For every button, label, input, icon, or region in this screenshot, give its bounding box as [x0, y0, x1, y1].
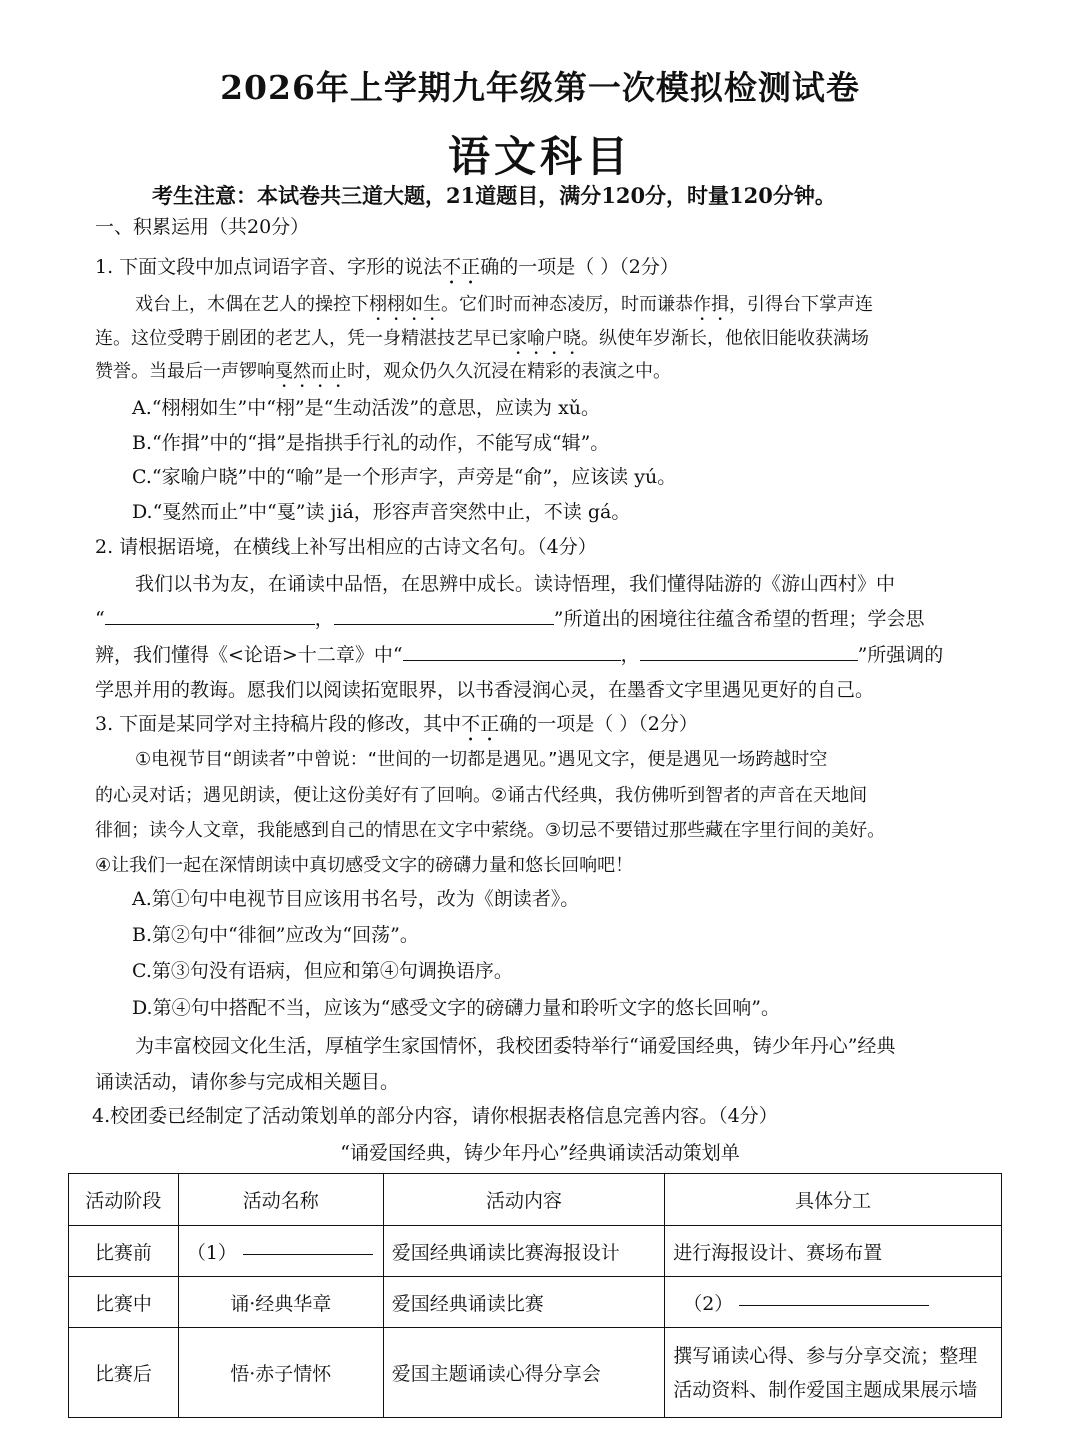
table-header-row: [69, 1174, 1002, 1226]
table-row: [69, 1226, 1002, 1277]
q3-option-a[interactable]: A.第①句中电视节目应该用书名号，改为《朗读者》。: [132, 888, 580, 910]
row-duty-cell: [665, 1328, 1002, 1418]
q3-option-c[interactable]: C.第③句没有语病，但应和第④句调换语序。: [132, 960, 513, 982]
q2-blank-4[interactable]: [640, 659, 858, 661]
row-content: 爱国主题诵读心得分享会: [383, 1328, 664, 1418]
activity-plan-table: [68, 1173, 1002, 1418]
q3-option-b[interactable]: B.第②句中“徘徊”应改为“回荡”。: [132, 924, 419, 946]
q2-line-3: 辨，我们懂得《<论语>十二章》中“ ， ”所强调的: [95, 644, 944, 666]
q3-passage-line-4: ④让我们一起在深情朗读中真切感受文字的磅礴力量和悠长回响吧！: [95, 855, 634, 876]
answer-blank-2[interactable]: [739, 1304, 929, 1306]
row-name-cell: [178, 1226, 383, 1277]
subject-title: 语文科目: [447, 132, 632, 181]
q2-blank-2[interactable]: [334, 623, 554, 625]
question-1-stem: 1. 下面文段中加点词语字音、字形的说法不正确的一项是（ ）（2分）: [95, 256, 679, 278]
q3-passage-line-1: ①电视节目“朗读者”中曾说：“世间的一切都是遇见。”遇见文字，便是遇见一场跨越时空: [135, 749, 828, 770]
row-stage: 比赛后: [69, 1328, 179, 1418]
row-duty-line-2: 活动资料、制作爱国主题成果展示墙: [673, 1378, 978, 1401]
q2-blank-1[interactable]: [105, 623, 315, 625]
row-duty-cell: [665, 1277, 1002, 1328]
row-duty: 进行海报设计、赛场布置: [665, 1226, 1002, 1277]
q1-passage-line-3: 赞誉。当最后一声锣响戛然而止时，观众仍久久沉浸在精彩的表演之中。: [95, 361, 671, 382]
row-name: 悟·赤子情怀: [178, 1328, 383, 1418]
plan-table-title: “诵爱国经典，铸少年丹心”经典诵读活动策划单: [340, 1142, 740, 1164]
q3-passage-line-2: 的心灵对话；遇见朗读，便让这份美好有了回响。②诵古代经典，我仿佛听到智者的声音在天地间: [95, 785, 868, 806]
table-row: [69, 1328, 1002, 1418]
header-content: 活动内容: [383, 1174, 664, 1226]
q1-passage-line-2: 连。这位受聘于剧团的老艺人，凭一身精湛技艺早已家喻户晓。纵使年岁渐长，他依旧能收获满场: [95, 328, 869, 349]
q1-option-c[interactable]: C.“家喻户晓”中的“喻”是一个形声字，声旁是“俞”，应该读 yú。: [132, 466, 677, 488]
q2-line-2: “ ， ”所道出的困境往往蕴含希望的哲理；学会思: [95, 608, 925, 630]
row-stage: 比赛前: [69, 1226, 179, 1277]
row-name: 诵·经典华章: [178, 1277, 383, 1328]
activity-intro-line-2: 诵读活动，请你参与完成相关题目。: [95, 1071, 400, 1093]
table-row: [69, 1277, 1002, 1328]
row-content: 爱国经典诵读比赛海报设计: [383, 1226, 664, 1277]
exam-title: 2026年上学期九年级第一次模拟检测试卷: [220, 68, 860, 107]
exam-notice: 考生注意：本试卷共三道大题，21道题目，满分120分，时量120分钟。: [152, 183, 836, 208]
q1-option-d[interactable]: D.“戛然而止”中“戛”读 jiá，形容声音突然中止，不读 gá。: [132, 501, 631, 523]
row-content: 爱国经典诵读比赛: [383, 1277, 664, 1328]
q3-passage-line-3: 徘徊；读今人文章，我能感到自己的情思在文字中萦绕。③切忌不要错过那些藏在字里行间的美好。: [95, 820, 886, 841]
question-4-stem: 4.校团委已经制定了活动策划单的部分内容，请你根据表格信息完善内容。（4分）: [92, 1105, 778, 1127]
q1-option-b[interactable]: B.“作揖”中的“揖”是指拱手行礼的动作，不能写成“辑”。: [132, 432, 610, 454]
blank-label: （2）: [683, 1292, 734, 1315]
question-3-stem: 3. 下面是某同学对主持稿片段的修改，其中不正确的一项是（ ）（2分）: [95, 713, 698, 735]
q1-option-a[interactable]: A.“栩栩如生”中“栩”是“生动活泼”的意思，应读为 xǔ。: [132, 397, 601, 419]
header-stage: 活动阶段: [69, 1174, 179, 1226]
q1-passage-line-1: 戏台上，木偶在艺人的操控下栩栩如生。它们时而神态凌厉，时而谦恭作揖，引得台下掌声连: [135, 294, 873, 315]
header-duty: 具体分工: [665, 1174, 1002, 1226]
q2-line-1: 我们以书为友，在诵读中品悟，在思辨中成长。读诗悟理，我们懂得陆游的《游山西村》中: [135, 573, 896, 595]
q2-line-4: 学思并用的教诲。愿我们以阅读拓宽眼界，以书香浸润心灵，在墨香文字里遇见更好的自己。: [95, 679, 875, 701]
q3-option-d[interactable]: D.第④句中搭配不当，应该为“感受文字的磅礴力量和聆听文字的悠长回响”。: [132, 997, 781, 1019]
activity-intro-line-1: 为丰富校园文化生活，厚植学生家国情怀，我校团委特举行“诵爱国经典，铸少年丹心”经典: [135, 1035, 896, 1057]
row-stage: 比赛中: [69, 1277, 179, 1328]
q2-blank-3[interactable]: [403, 659, 621, 661]
question-2-stem: 2. 请根据语境，在横线上补写出相应的古诗文名句。（4分）: [95, 536, 597, 558]
section-heading: 一、积累运用（共20分）: [95, 216, 310, 238]
blank-label: （1）: [186, 1241, 237, 1264]
row-duty-line-1: 撰写诵读心得、参与分享交流；整理: [673, 1344, 978, 1367]
answer-blank-1[interactable]: [243, 1253, 373, 1255]
header-name: 活动名称: [178, 1174, 383, 1226]
